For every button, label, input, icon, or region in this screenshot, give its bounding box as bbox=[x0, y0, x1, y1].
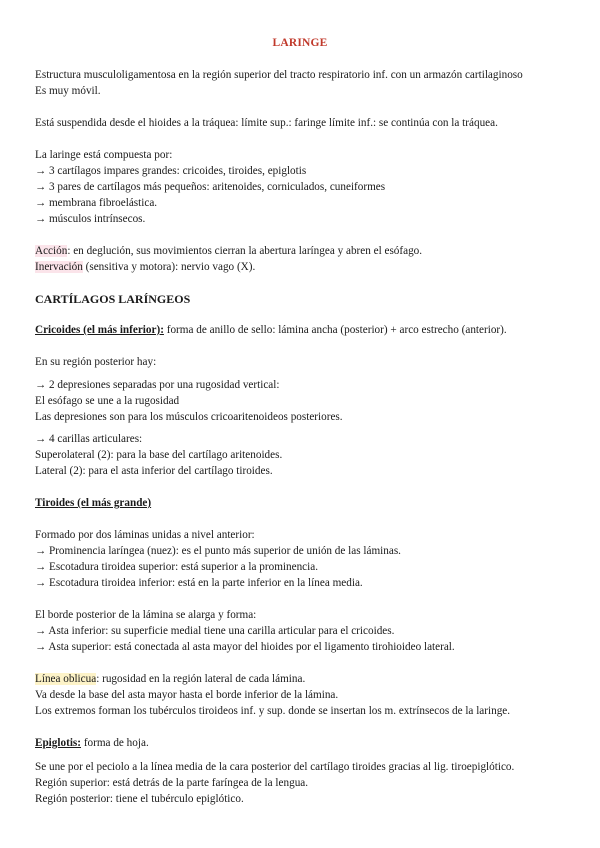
cricoides-text: Las depresiones son para los músculos cricoaritenoideos posteriores. bbox=[35, 411, 343, 423]
linea-oblicua-label: Línea oblicua bbox=[35, 673, 97, 685]
epiglotis-term: Epiglotis: bbox=[35, 737, 82, 749]
inervacion-label: Inervación bbox=[35, 261, 83, 273]
cricoides-text: Lateral (2): para el asta inferior del cartílago tiroides. bbox=[35, 465, 273, 477]
tiroides-text: → Escotadura tiroidea inferior: está en la parte inferior en la línea media. bbox=[35, 577, 363, 589]
epiglotis-desc: forma de hoja. bbox=[81, 737, 149, 749]
tiroides-text: → Asta inferior: su superficie medial tiene una carilla articular para el cricoides. bbox=[35, 625, 395, 637]
cricoides-line bbox=[35, 323, 507, 337]
epiglotis-text: Región posterior: tiene el tubérculo epiglótico. bbox=[35, 793, 244, 805]
tiroides-extra: Va desde la base del asta mayor hasta el borde inferior de la lámina. bbox=[35, 689, 339, 701]
composition-item: → músculos intrínsecos. bbox=[35, 213, 146, 225]
composition-item: → membrana fibroelástica. bbox=[35, 197, 158, 209]
cricoides-desc: forma de anillo de sello: lámina ancha (posterior) + arco estrecho (anterior). bbox=[163, 324, 507, 336]
composition-lead: La laringe está compuesta por: bbox=[35, 149, 173, 161]
cricoides-text: → 2 depresiones separadas por una rugosidad vertical: bbox=[35, 379, 280, 391]
linea-oblicua-text: : rugosidad en la región lateral de cada lámina. bbox=[96, 673, 306, 685]
composition-item: → 3 pares de cartílagos más pequeños: aritenoides, corniculados, cuneiformes bbox=[35, 181, 386, 193]
intro-line-2: Es muy móvil. bbox=[35, 85, 101, 97]
cricoides-text: → 4 carillas articulares: bbox=[35, 433, 143, 445]
accion-label: Acción bbox=[35, 245, 68, 257]
tiroides-term: Tiroides (el más grande) bbox=[35, 497, 152, 509]
epiglotis-line bbox=[35, 736, 149, 750]
intro-line-1: Estructura musculoligamentosa en la región superior del tracto respiratorio inf. con un armazón cartilaginoso bbox=[35, 69, 523, 81]
epiglotis-text: Se une por el peciolo a la línea media de la cara posterior del cartílago tiroides gracias al lig. tiroepiglótico. bbox=[35, 761, 515, 773]
tiroides-text: El borde posterior de la lámina se alarga y forma: bbox=[35, 609, 257, 621]
cricoides-text: Superolateral (2): para la base del cartílago aritenoides. bbox=[35, 449, 283, 461]
accion-text: : en deglución, sus movimientos cierran la abertura laríngea y abren el esófago. bbox=[67, 245, 423, 257]
tiroides-text: → Asta superior: está conectada al asta mayor del hioides por el ligamento tirohioideo lateral. bbox=[35, 641, 455, 653]
inervacion-text: (sensitiva y motora): nervio vago (X). bbox=[82, 261, 256, 273]
section-heading: CARTÍLAGOS LARÍNGEOS bbox=[35, 292, 191, 306]
tiroides-text: → Prominencia laríngea (nuez): es el punto más superior de unión de las láminas. bbox=[35, 545, 401, 557]
page-title: LARINGE bbox=[272, 37, 328, 49]
tiroides-extra: Los extremos forman los tubérculos tiroideos inf. y sup. donde se insertan los m. extrínsecos de la laringe. bbox=[35, 705, 511, 717]
epiglotis-text: Región superior: está detrás de la parte faríngea de la lengua. bbox=[35, 777, 309, 789]
composition-item: → 3 cartílagos impares grandes: cricoides, tiroides, epiglotis bbox=[35, 165, 307, 177]
accion-line bbox=[35, 244, 422, 258]
intro-line-3: Está suspendida desde el hioides a la tráquea: límite sup.: faringe límite inf.: se continúa con la tráquea. bbox=[35, 117, 498, 129]
cricoides-text: El esófago se une a la rugosidad bbox=[35, 395, 180, 407]
cricoides-term: Cricoides (el más inferior): bbox=[35, 324, 164, 336]
linea-oblicua-line bbox=[35, 672, 305, 686]
inervacion-line bbox=[35, 260, 255, 274]
tiroides-text: Formado por dos láminas unidas a nivel anterior: bbox=[35, 529, 255, 541]
cricoides-text: En su región posterior hay: bbox=[35, 356, 157, 368]
tiroides-text: → Escotadura tiroidea superior: está superior a la prominencia. bbox=[35, 561, 319, 573]
